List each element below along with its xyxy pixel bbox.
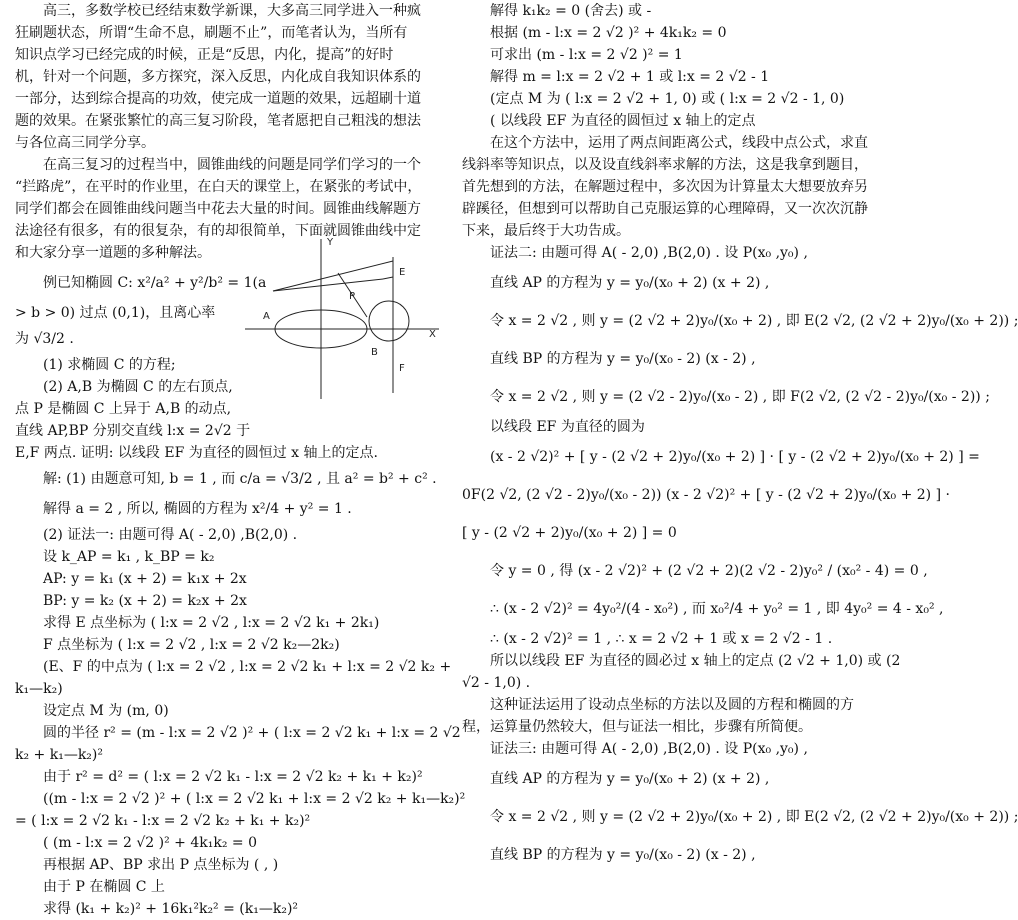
- left-text-line: 解: (1) 由题意可知, b = 1 , 而 c/a = √3/2 , 且 a² = b² + c² .: [43, 471, 437, 487]
- right-text-line: 辟蹊径，但想到可以帮助自己克服运算的心理障碍，又一次次沉静: [462, 201, 868, 217]
- left-text-line: 求得 (k₁ + k₂)² + 16k₁²k₂² = (k₁—k₂)²: [43, 901, 299, 917]
- left-text-line: 直线 AP,BP 分别交直线 l:x = 2√2 于: [15, 423, 251, 439]
- left-text-line: 解得 a = 2 , 所以, 椭圆的方程为 x²/4 + y² = 1 .: [43, 501, 352, 517]
- right-text-line: 直线 BP 的方程为 y = y₀/(x₀ - 2) (x - 2) ,: [490, 351, 756, 367]
- left-text-line: k₁—k₂): [15, 681, 63, 697]
- left-text-line: 狂刷题状态，所谓“生命不息，刷题不止”，而笔者认为，当所有: [15, 25, 408, 41]
- left-text-line: 设 k_AP = k₁ , k_BP = k₂: [43, 549, 215, 565]
- right-text-line: 证法三: 由题可得 A( - 2,0) ,B(2,0) . 设 P(x₀ ,y₀) ,: [490, 741, 808, 757]
- right-text-line: 0F(2 √2, (2 √2 - 2)y₀/(x₀ - 2)) (x - 2 √2)² + [ y - (2 √2 + 2)y₀/(x₀ + 2) ] ·: [462, 487, 950, 503]
- left-text-line: (1) 求椭圆 C 的方程;: [43, 357, 176, 373]
- right-text-line: 这种证法运用了设动点坐标的方法以及圆的方程和椭圆的方: [490, 697, 854, 713]
- point-e-label: E: [399, 267, 406, 278]
- left-text-line: AP: y = k₁ (x + 2) = k₁x + 2x: [43, 571, 247, 587]
- left-text-line: 再根据 AP、BP 求出 P 点坐标为 ( , ): [43, 857, 279, 873]
- left-text-line: ((m - l:x = 2 √2 )² + ( l:x = 2 √2 k₁ + l:x = 2 √2 k₂ + k₁—k₂)²: [43, 791, 466, 807]
- left-text-line: ( (m - l:x = 2 √2 )² + 4k₁k₂ = 0: [43, 835, 257, 851]
- right-text-line: 令 x = 2 √2 , 则 y = (2 √2 + 2)y₀/(x₀ + 2) , 即 E(2 √2, (2 √2 + 2)y₀/(x₀ + 2)) ;: [490, 313, 1018, 329]
- right-text-line: √2 - 1,0) .: [462, 675, 531, 691]
- point-p-label: P: [349, 291, 356, 302]
- right-text-line: 解得 k₁k₂ = 0 (舍去) 或 -: [490, 3, 652, 19]
- right-text-line: 直线 AP 的方程为 y = y₀/(x₀ + 2) (x + 2) ,: [490, 771, 770, 787]
- right-text-line: 下来，最后终于大功告成。: [462, 223, 630, 239]
- right-text-line: 解得 m = l:x = 2 √2 + 1 或 l:x = 2 √2 - 1: [490, 69, 770, 85]
- left-text-line: 由于 P 在椭圆 C 上: [43, 879, 165, 895]
- right-text-line: 直线 BP 的方程为 y = y₀/(x₀ - 2) (x - 2) ,: [490, 847, 756, 863]
- left-text-line: F 点坐标为 ( l:x = 2 √2 , l:x = 2 √2 k₂—2k₂): [43, 637, 340, 653]
- left-text-line: 同学们都会在圆锥曲线问题当中花去大量的时间。圆锥曲线解题方: [15, 201, 421, 217]
- right-text-line: 证法二: 由题可得 A( - 2,0) ,B(2,0) . 设 P(x₀ ,y₀) ,: [490, 245, 808, 261]
- left-text-line: 在高三复习的过程当中，圆锥曲线的问题是同学们学习的一个: [43, 157, 421, 173]
- x-axis-label: X: [429, 329, 436, 340]
- right-text-line: (x - 2 √2)² + [ y - (2 √2 + 2)y₀/(x₀ + 2) ] · [ y - (2 √2 + 2)y₀/(x₀ + 2) ] =: [490, 449, 980, 465]
- point-a-label: A: [263, 311, 270, 322]
- right-text-line: 以线段 EF 为直径的圆为: [490, 419, 645, 435]
- right-text-line: 所以以线段 EF 为直径的圆必过 x 轴上的定点 (2 √2 + 1,0) 或 (2: [490, 653, 901, 669]
- right-text-line: 根据 (m - l:x = 2 √2 )² + 4k₁k₂ = 0: [490, 25, 727, 41]
- point-b-label: B: [371, 347, 378, 358]
- right-text-line: 令 y = 0 , 得 (x - 2 √2)² + (2 √2 + 2)(2 √2 - 2)y₀² / (x₀² - 4) = 0 ,: [490, 563, 928, 579]
- left-text-line: (2) 证法一: 由题可得 A( - 2,0) ,B(2,0) .: [43, 527, 298, 543]
- right-column: [462, 0, 1018, 874]
- left-text-line: 点 P 是椭圆 C 上异于 A,B 的动点,: [15, 401, 232, 417]
- left-text-line: (2) A,B 为椭圆 C 的左右顶点,: [43, 379, 233, 395]
- left-text-line: 圆的半径 r² = (m - l:x = 2 √2 )² + ( l:x = 2 √2 k₁ + l:x = 2 √2: [43, 725, 461, 741]
- left-text-line: = ( l:x = 2 √2 k₁ - l:x = 2 √2 k₂ + k₁ + k₂)²: [15, 813, 311, 829]
- right-text-line: 首先想到的方法，在解题过程中，多次因为计算量太大想要放弃另: [462, 179, 868, 195]
- right-text-line: ( 以线段 EF 为直径的圆恒过 x 轴上的定点: [490, 113, 756, 129]
- y-axis-label: Y: [327, 237, 334, 248]
- right-text-line: 程，运算量仍然较大，但与证法一相比，步骤有所简便。: [462, 719, 812, 735]
- left-text-line: 为 √3/2 .: [15, 331, 74, 347]
- left-text-line: 求得 E 点坐标为 ( l:x = 2 √2 , l:x = 2 √2 k₁ + 2k₁): [43, 615, 380, 631]
- left-text-line: (E、F 的中点为 ( l:x = 2 √2 , l:x = 2 √2 k₁ + l:x = 2 √2 k₂ +: [43, 659, 452, 675]
- left-text-line: 机，针对一个问题，多方探究，深入反思，内化成自我知识体系的: [15, 69, 421, 85]
- left-text-line: 高三，多数学校已经结束数学新课，大多高三同学进入一种疯: [43, 3, 421, 19]
- left-text-line: 一部分，达到综合提高的功效，使完成一道题的效果，远超刷十道: [15, 91, 421, 107]
- right-text-line: 令 x = 2 √2 , 则 y = (2 √2 + 2)y₀/(x₀ + 2) , 即 E(2 √2, (2 √2 + 2)y₀/(x₀ + 2)) ;: [490, 809, 1018, 825]
- left-text-line: 知识点学习已经完成的时候，正是“反思，内化，提高”的好时: [15, 47, 394, 63]
- left-text-line: 法途径有很多，有的很复杂，有的却很简单，下面就圆锥曲线中定: [15, 223, 421, 239]
- right-text-line: ∴ (x - 2 √2)² = 1 , ∴ x = 2 √2 + 1 或 x = 2 √2 - 1 .: [490, 631, 833, 647]
- left-text-line: k₂ + k₁—k₂)²: [15, 747, 103, 763]
- right-text-line: 线斜率等知识点，以及设直线斜率求解的方法，这是我拿到题目，: [462, 157, 868, 173]
- left-text-line: 与各位高三同学分享。: [15, 135, 155, 151]
- right-text-line: 可求出 (m - l:x = 2 √2 )² = 1: [490, 47, 683, 63]
- left-text-line: E,F 两点. 证明: 以线段 EF 为直径的圆恒过 x 轴上的定点.: [15, 445, 378, 461]
- right-text-line: ∴ (x - 2 √2)² = 4y₀²/(4 - x₀²) , 而 x₀²/4 + y₀² = 1 , 即 4y₀² = 4 - x₀² ,: [490, 601, 944, 617]
- left-text-line: 例已知椭圆 C: x²/a² + y²/b² = 1(a: [43, 275, 267, 291]
- right-text-line: (定点 M 为 ( l:x = 2 √2 + 1, 0) 或 ( l:x = 2 √2 - 1, 0): [490, 91, 845, 107]
- left-text-line: 设定点 M 为 (m, 0): [43, 703, 169, 719]
- left-text-line: 和大家分享一道题的多种解法。: [15, 245, 211, 261]
- left-text-line: 题的效果。在紧张繁忙的高三复习阶段，笔者愿把自己粗浅的想法: [15, 113, 421, 129]
- right-text-line: 令 x = 2 √2 , 则 y = (2 √2 - 2)y₀/(x₀ - 2) , 即 F(2 √2, (2 √2 - 2)y₀/(x₀ - 2)) ;: [490, 389, 990, 405]
- ellipse-diagram: [243, 233, 443, 403]
- left-text-line: BP: y = k₂ (x + 2) = k₂x + 2x: [43, 593, 247, 609]
- point-f-label: F: [399, 363, 405, 374]
- right-text-line: 在这个方法中，运用了两点间距离公式，线段中点公式，求直: [490, 135, 868, 151]
- right-text-line: [ y - (2 √2 + 2)y₀/(x₀ + 2) ] = 0: [462, 525, 677, 541]
- left-text-line: 由于 r² = d² = ( l:x = 2 √2 k₁ - l:x = 2 √2 k₂ + k₁ + k₂)²: [43, 769, 423, 785]
- left-text-line: “拦路虎”，在平时的作业里，在白天的课堂上，在紧张的考试中，: [15, 179, 422, 195]
- left-text-line: > b > 0) 过点 (0,1)，且离心率: [15, 305, 216, 321]
- right-text-line: 直线 AP 的方程为 y = y₀/(x₀ + 2) (x + 2) ,: [490, 275, 770, 291]
- left-column: [15, 0, 466, 920]
